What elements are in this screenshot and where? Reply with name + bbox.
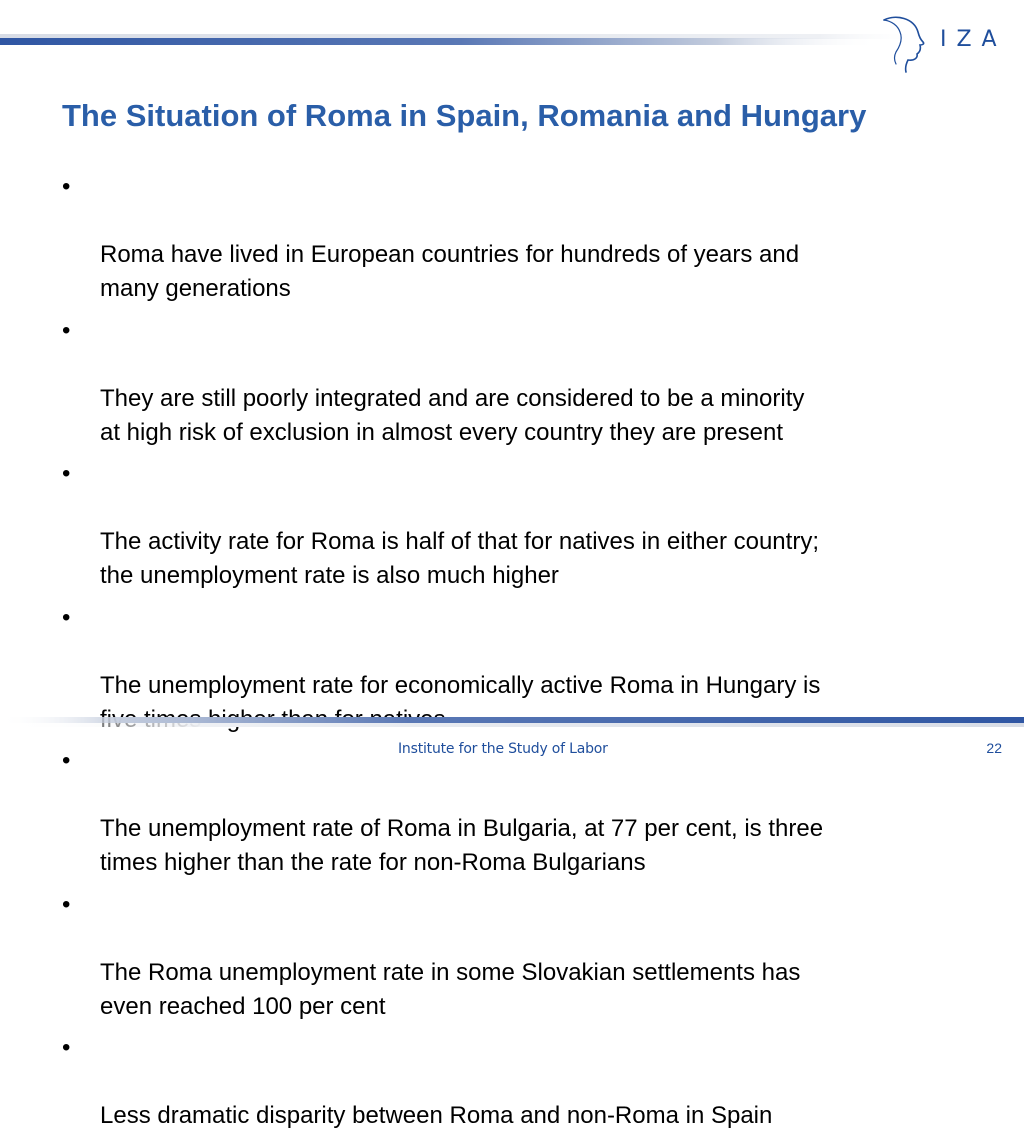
bullet-text: They are still poorly integrated and are considered to be a minority at high risk of exclusion in almost every country they are present — [100, 384, 805, 446]
list-item — [62, 457, 972, 593]
bullet-icon: • — [62, 173, 71, 200]
footer-band — [0, 717, 1024, 727]
list-item — [62, 314, 972, 450]
bullet-text: The Roma unemployment rate in some Slovakian settlements has even reached 100 per cent — [100, 958, 801, 1020]
footer-institute: Institute for the Study of Labor — [398, 741, 608, 757]
bullet-text: The unemployment rate for economically active Roma in Hungary is — [100, 671, 821, 699]
bullet-icon: • — [62, 1034, 71, 1061]
list-item — [62, 1031, 972, 1133]
bullet-icon: • — [62, 890, 71, 918]
list-item — [62, 888, 972, 1024]
list-item — [62, 744, 972, 880]
bullet-icon: • — [62, 603, 71, 631]
list-item — [62, 170, 972, 306]
bullet-text: The unemployment rate of Roma in Bulgaria, at 77 per cent, is three times higher than the rate for non-Roma Bulgarians — [100, 815, 824, 876]
page-number: 22 — [986, 740, 1002, 756]
bullet-text: Roma have lived in European countries for hundreds of years and many generations — [100, 241, 800, 302]
logo-text: IZA — [940, 27, 1007, 52]
bullet-text: The activity rate for Roma is half of that for natives in either country; the unemployment rate is also much higher — [100, 528, 819, 589]
bullet-text: Less dramatic disparity between Roma and non-Roma in Spain — [100, 1102, 773, 1129]
bullet-list — [62, 170, 972, 1141]
slide-title: The Situation of Roma in Spain, Romania and Hungary — [62, 98, 867, 133]
bullet-icon: • — [62, 316, 71, 344]
bullet-icon: • — [62, 747, 71, 774]
bullet-icon: • — [62, 460, 71, 487]
